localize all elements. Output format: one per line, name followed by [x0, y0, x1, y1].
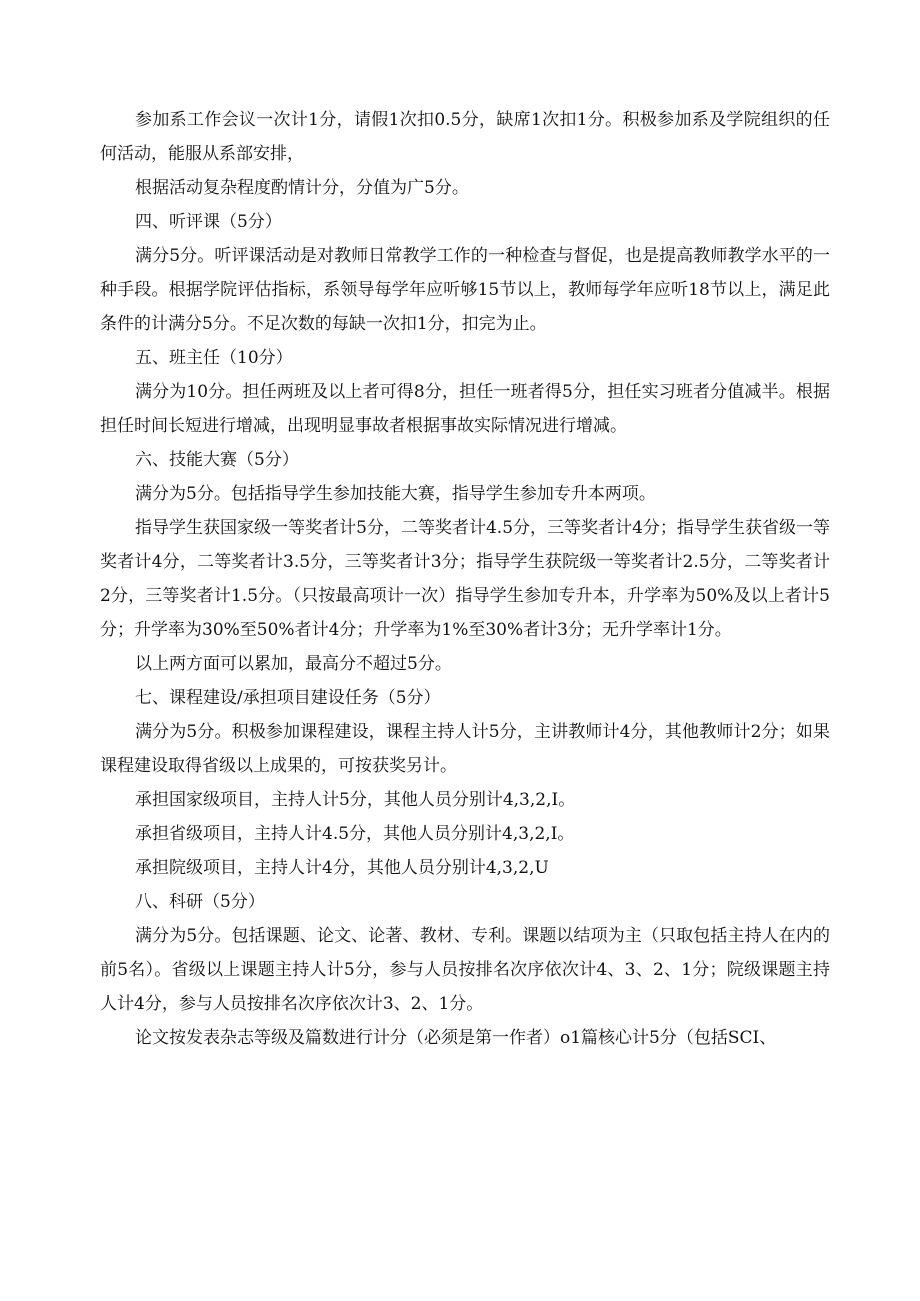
paragraph-course-construction: 满分为5分。积极参加课程建设，课程主持人计5分，主讲教师计4分，其他教师计2分；如果课程建设取得省级以上成果的，可按获奖另计。 — [100, 722, 830, 776]
section-heading-lesson-observation: 四、听评课（5分） — [135, 212, 282, 232]
paragraph-college-project: 承担院级项目，主持人计4分，其他人员分别计4,3,2,U — [135, 858, 549, 878]
paragraph-activity-scoring: 根据活动复杂程度酌情计分，分值为广5分。 — [135, 178, 469, 198]
section-heading-research: 八、科研（5分） — [135, 892, 265, 912]
paragraph-provincial-project: 承担省级项目，主持人计4.5分，其他人员分别计4,3,2,I。 — [135, 824, 575, 844]
paragraph-meeting-attendance: 参加系工作会议一次计1分，请假1次扣0.5分，缺席1次扣1分。积极参加系及学院组织的任何活动，能服从系部安排， — [100, 110, 830, 164]
document-body — [100, 103, 830, 1055]
paragraph-lesson-observation: 满分5分。听评课活动是对教师日常教学工作的一种检查与督促，也是提高教师教学水平的一种手段。根据学院评估指标，系领导每学年应听够15节以上，教师每学年应听18节以上，满足此条件的计满分5分。不足次数的每缺一次扣1分，扣完为止。 — [100, 246, 830, 334]
paragraph-skills-competition-awards: 指导学生获国家级一等奖者计5分，二等奖者计4.5分，三等奖者计4分；指导学生获省级一等奖者计4分，二等奖者计3.5分，三等奖者计3分；指导学生获院级一等奖者计2.5分，二等奖者计2分，三等奖者计1.5分。（只按最高项计一次）指导学生参加专升本，升学率为50%及以上者计5分；升学率为30%至50%者计4分；升学率为1%至30%者计3分；无升学率计1分。 — [100, 518, 830, 640]
paragraph-national-project: 承担国家级项目，主持人计5分，其他人员分别计4,3,2,I。 — [135, 790, 576, 810]
section-heading-class-advisor: 五、班主任（10分） — [135, 348, 293, 368]
paragraph-skills-cumulative: 以上两方面可以累加，最高分不超过5分。 — [135, 654, 452, 674]
paragraph-research-overview: 满分为5分。包括课题、论文、论著、教材、专利。课题以结项为主（只取包括主持人在内的前5名）。省级以上课题主持人计5分，参与人员按排名次序依次计4、3、2、1分；院级课题主持人计4分，参与人员按排名次序依次计3、2、1分。 — [100, 926, 830, 1014]
paragraph-skills-competition-overview: 满分为5分。包括指导学生参加技能大赛，指导学生参加专升本两项。 — [135, 484, 656, 504]
section-heading-course-construction: 七、课程建设/承担项目建设任务（5分） — [135, 688, 441, 708]
section-heading-skills-competition: 六、技能大赛（5分） — [135, 450, 299, 470]
paragraph-class-advisor: 满分为10分。担任两班及以上者可得8分，担任一班者得5分，担任实习班者分值减半。根据担任时间长短进行增减，出现明显事故者根据事故实际情况进行增减。 — [100, 382, 830, 436]
paragraph-research-papers: 论文按发表杂志等级及篇数进行计分（必须是第一作者）o1篇核心计5分（包括SCI、 — [135, 1028, 777, 1048]
